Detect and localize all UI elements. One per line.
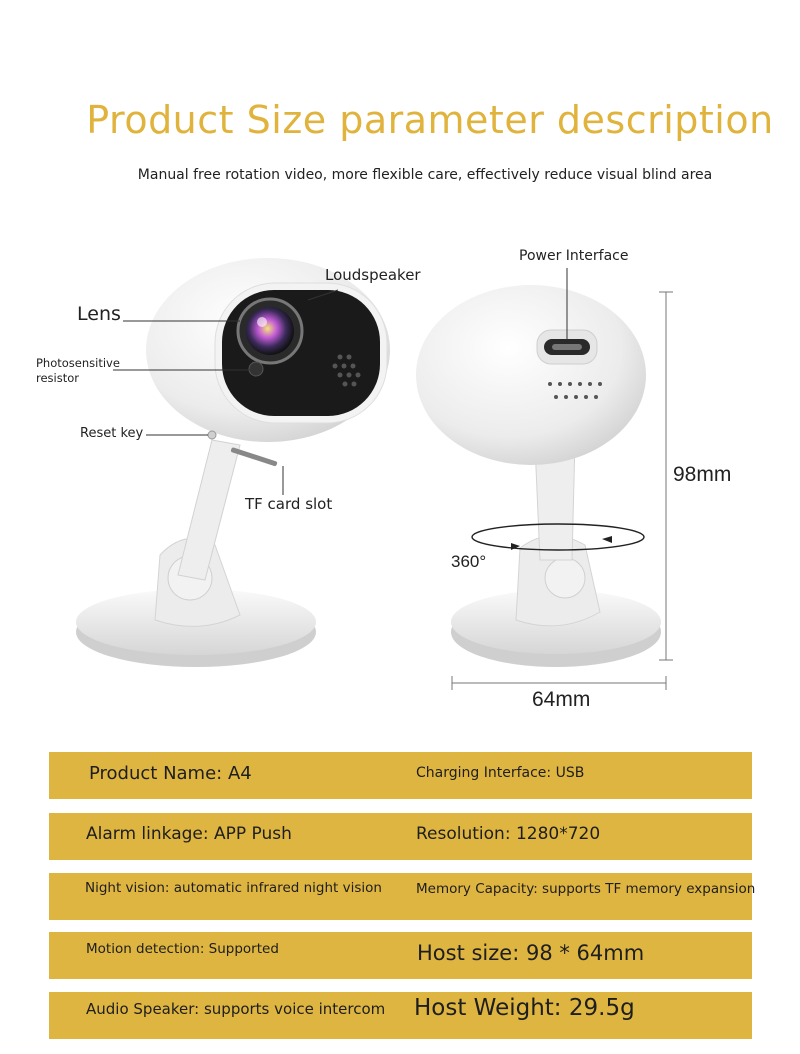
spec-row <box>49 873 756 920</box>
power-interface-label: Power Interface <box>519 248 629 264</box>
spec-night-vision: Night vision: automatic infrared night vision <box>85 880 382 896</box>
camera-back-view <box>416 268 673 690</box>
spec-row <box>49 992 752 1039</box>
spec-row <box>49 932 752 979</box>
camera-front-view <box>76 258 390 667</box>
tf-card-slot-label: TF card slot <box>245 495 333 513</box>
page-subtitle: Manual free rotation video, more flexible care, effectively reduce visual blind area <box>137 167 713 183</box>
width-dimension-label: 64mm <box>532 688 591 711</box>
spec-row <box>49 813 752 860</box>
reset-key-label: Reset key <box>80 426 144 441</box>
spec-host-size: Host size: 98 * 64mm <box>417 941 645 965</box>
page-title: Product Size parameter description <box>86 98 774 142</box>
spec-alarm-linkage: Alarm linkage: APP Push <box>86 824 292 844</box>
spec-motion-detection: Motion detection: Supported <box>86 941 279 957</box>
lens-label: Lens <box>77 303 121 325</box>
spec-resolution: Resolution: 1280*720 <box>416 824 601 844</box>
spec-host-weight: Host Weight: 29.5g <box>414 995 635 1021</box>
spec-charging-interface: Charging Interface: USB <box>416 765 585 781</box>
spec-memory-capacity: Memory Capacity: supports TF memory expansion <box>416 881 756 897</box>
rotation-label: 360° <box>451 552 487 571</box>
spec-audio-speaker: Audio Speaker: supports voice intercom <box>86 1000 386 1018</box>
height-dimension-label: 98mm <box>673 463 732 486</box>
loudspeaker-label: Loudspeaker <box>325 266 421 284</box>
spec-row <box>49 752 752 799</box>
spec-product-name: Product Name: A4 <box>89 763 252 784</box>
photosensitive-label: Photosensitive resistor <box>36 356 120 385</box>
